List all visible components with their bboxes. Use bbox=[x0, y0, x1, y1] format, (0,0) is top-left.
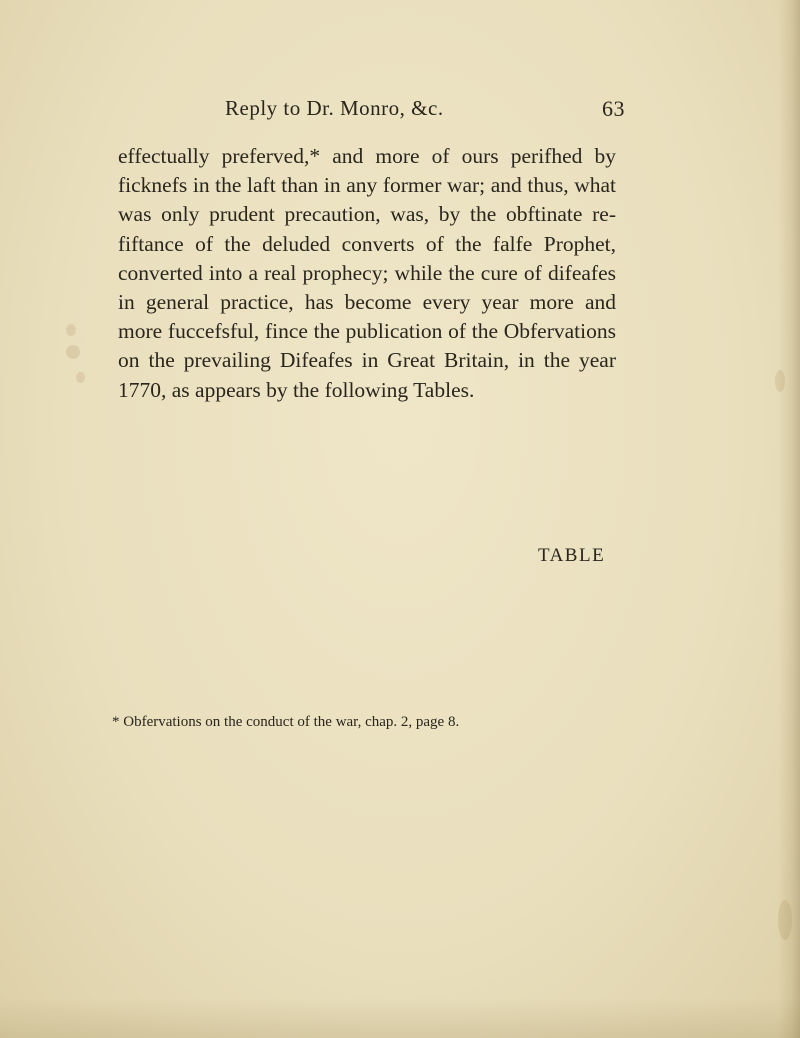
foxing-spot bbox=[76, 372, 85, 383]
foxing-spot bbox=[775, 370, 785, 392]
catchword: TABLE bbox=[538, 545, 606, 566]
text-line: ficknefs in the laft than in any former war; and thus, what bbox=[118, 173, 616, 198]
running-head: Reply to Dr. Monro, &c. bbox=[225, 96, 444, 120]
text-line: fiftance of the deluded converts of the falfe Prophet, bbox=[118, 231, 616, 256]
foxing-spot bbox=[66, 345, 80, 359]
page-bottom-shadow bbox=[0, 998, 800, 1038]
text-line: was only prudent precaution, was, by the obftinate re- bbox=[118, 202, 616, 227]
page-header bbox=[225, 96, 625, 130]
footnote: * Obfervations on the conduct of the war, chap. 2, page 8. bbox=[112, 714, 460, 730]
page-number: 63 bbox=[602, 96, 625, 121]
text-line: 1770, as appears by the following Tables. bbox=[118, 377, 475, 402]
foxing-spot bbox=[66, 324, 76, 336]
text-line: on the prevailing Difeafes in Great Britain, in the year bbox=[118, 348, 616, 373]
text-line: in general practice, has become every year more and bbox=[118, 289, 616, 314]
text-line: converted into a real prophecy; while the cure of difeafes bbox=[118, 260, 616, 285]
text-line: effectually preferved,* and more of ours perifhed by bbox=[118, 144, 616, 168]
text-line: more fuccefsful, fince the publication of the Obfervations bbox=[118, 319, 616, 344]
foxing-spot bbox=[778, 900, 792, 940]
body-paragraph bbox=[118, 142, 616, 405]
page-edge-shadow bbox=[778, 0, 800, 1038]
